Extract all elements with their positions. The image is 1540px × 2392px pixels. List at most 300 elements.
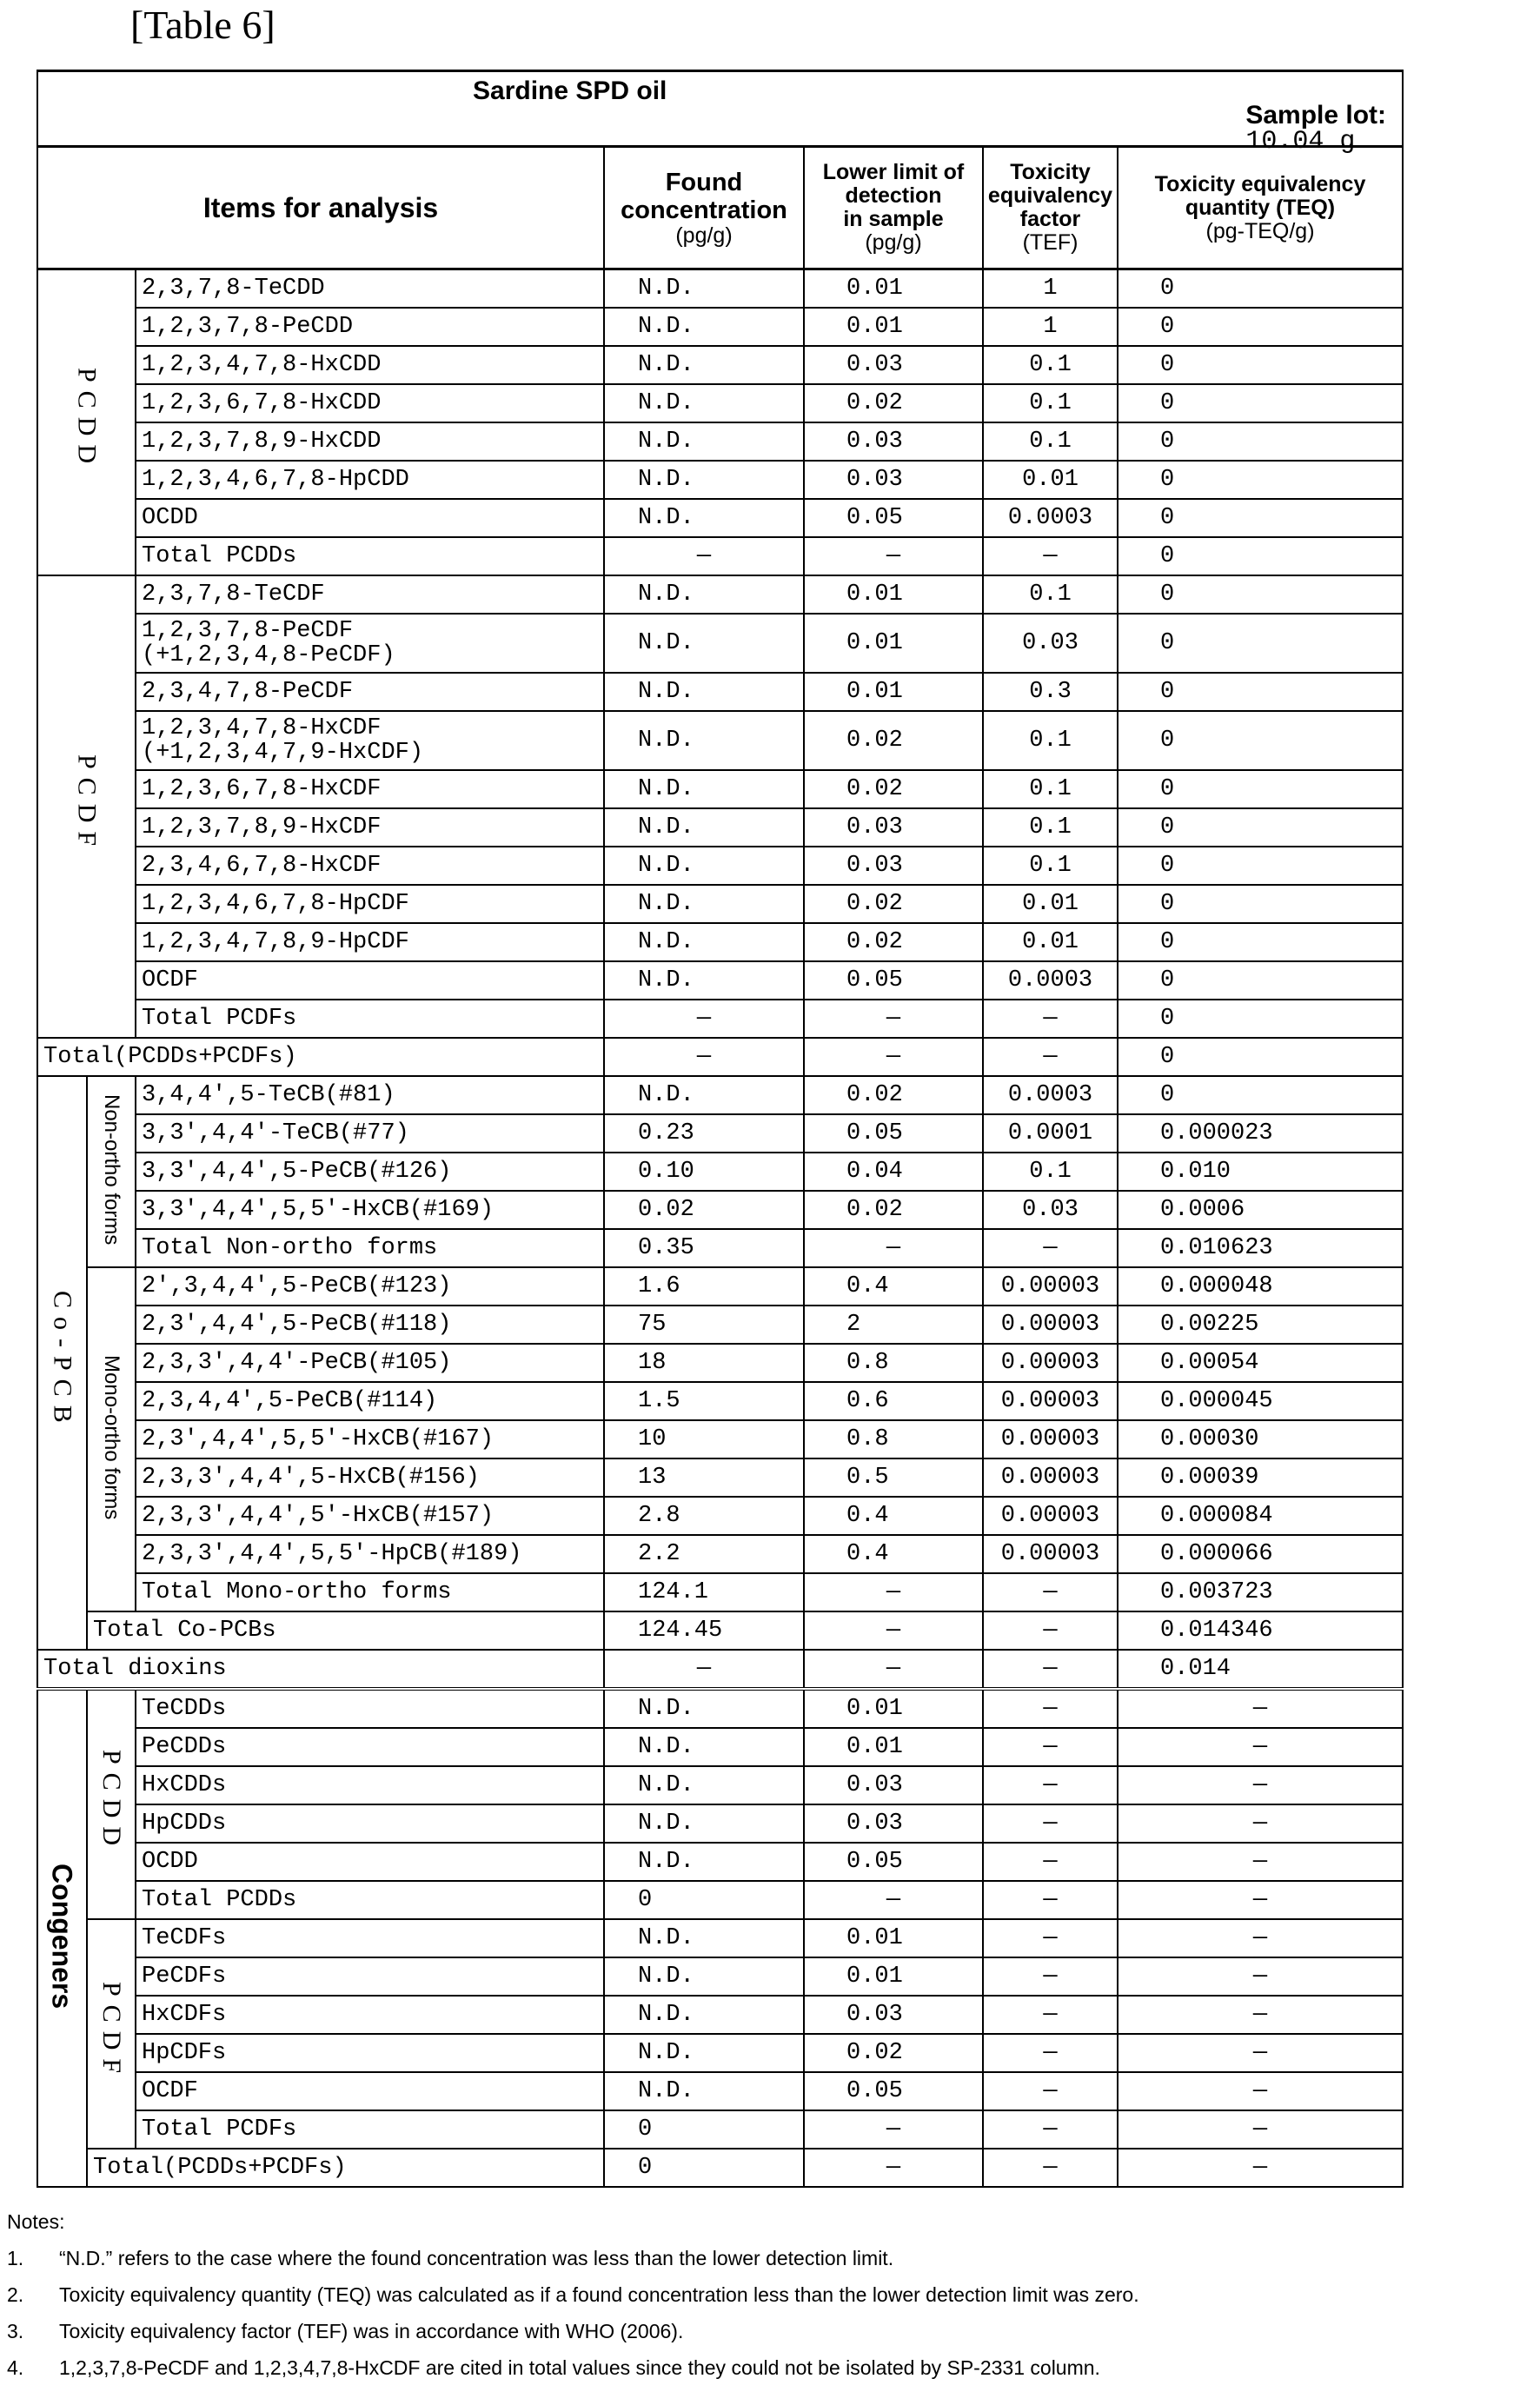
- notes: [7, 2203, 1139, 2386]
- item-name: 2,3,4,4',5-PeCB(#114): [136, 1382, 604, 1420]
- tef-value: 0.1: [983, 770, 1118, 808]
- detection-limit: 0.02: [804, 885, 983, 923]
- sample-lot: [1245, 79, 1386, 154]
- item-name: HpCDDs: [136, 1804, 604, 1843]
- item-name: HpCDFs: [136, 2034, 604, 2072]
- header-teq-label: Toxicity equivalency quantity (TEQ): [1118, 173, 1402, 220]
- subgroup-mono-ortho: [87, 1267, 136, 1611]
- table-row: [37, 499, 1403, 537]
- teq-value: —: [1118, 1766, 1403, 1804]
- table-row: [37, 2110, 1403, 2149]
- item-name: Total(PCDDs+PCDFs): [37, 1038, 604, 1076]
- teq-value: 0.000084: [1118, 1497, 1403, 1535]
- detection-limit: 0.4: [804, 1267, 983, 1306]
- item-name: 1,2,3,7,8-PeCDD: [136, 308, 604, 346]
- detection-limit: 0.01: [804, 1689, 983, 1728]
- table-row: [37, 1038, 1403, 1076]
- tef-value: 0.1: [983, 711, 1118, 770]
- tef-value: 1: [983, 308, 1118, 346]
- tef-value: —: [983, 2149, 1118, 2187]
- found-concentration: N.D.: [604, 847, 804, 885]
- item-name: 3,3',4,4',5,5'-HxCB(#169): [136, 1191, 604, 1229]
- table-row: [37, 461, 1403, 499]
- found-concentration: N.D.: [604, 499, 804, 537]
- note-number: 2.: [7, 2276, 59, 2313]
- teq-value: 0.00039: [1118, 1458, 1403, 1497]
- tef-value: 0.0003: [983, 499, 1118, 537]
- found-concentration: N.D.: [604, 923, 804, 961]
- tef-value: 0.03: [983, 614, 1118, 673]
- table-row: [37, 2072, 1403, 2110]
- tef-value: —: [983, 2072, 1118, 2110]
- group-pcdd-label: PCDD: [75, 368, 99, 472]
- header-lod-unit: (pg/g): [805, 231, 982, 255]
- item-name: PeCDDs: [136, 1728, 604, 1766]
- table-row: [37, 711, 1403, 770]
- subgroup-non-ortho: [87, 1076, 136, 1267]
- found-concentration: N.D.: [604, 1804, 804, 1843]
- detection-limit: —: [804, 1611, 983, 1650]
- found-concentration: N.D.: [604, 808, 804, 847]
- item-name: Total dioxins: [37, 1650, 604, 1689]
- teq-value: —: [1118, 2149, 1403, 2187]
- item-name: Total PCDDs: [136, 1881, 604, 1919]
- teq-value: 0: [1118, 461, 1403, 499]
- table-row: [37, 1420, 1403, 1458]
- title-row: [37, 71, 1403, 147]
- detection-limit: 2: [804, 1306, 983, 1344]
- detection-limit: 0.02: [804, 1191, 983, 1229]
- tef-value: —: [983, 1881, 1118, 1919]
- teq-value: —: [1118, 1843, 1403, 1881]
- found-concentration: 0: [604, 2149, 804, 2187]
- tef-value: —: [983, 1996, 1118, 2034]
- item-name: 1,2,3,4,7,8-HxCDD: [136, 346, 604, 384]
- teq-value: 0: [1118, 711, 1403, 770]
- header-teq: [1118, 147, 1403, 269]
- header-lod-label: Lower limit of detection in sample: [805, 161, 982, 231]
- found-concentration: 18: [604, 1344, 804, 1382]
- table-row: [37, 575, 1403, 614]
- detection-limit: 0.03: [804, 847, 983, 885]
- teq-value: 0: [1118, 673, 1403, 711]
- tef-value: 0.00003: [983, 1382, 1118, 1420]
- found-concentration: 0: [604, 1881, 804, 1919]
- tef-value: 0.1: [983, 384, 1118, 422]
- teq-value: 0: [1118, 1038, 1403, 1076]
- table-row: [37, 422, 1403, 461]
- table-row: [37, 1650, 1403, 1689]
- teq-value: 0: [1118, 961, 1403, 1000]
- table-title: Sardine SPD oil: [473, 79, 667, 103]
- found-concentration: N.D.: [604, 1766, 804, 1804]
- item-name: 3,4,4',5-TeCB(#81): [136, 1076, 604, 1114]
- teq-value: 0: [1118, 269, 1403, 309]
- table-row: [37, 1229, 1403, 1267]
- item-name: TeCDDs: [136, 1689, 604, 1728]
- detection-limit: —: [804, 1038, 983, 1076]
- detection-limit: 0.01: [804, 308, 983, 346]
- tef-value: 0.1: [983, 422, 1118, 461]
- detection-limit: 0.02: [804, 2034, 983, 2072]
- table-row: [37, 2149, 1403, 2187]
- item-name: 1,2,3,7,8,9-HxCDD: [136, 422, 604, 461]
- teq-value: 0.000066: [1118, 1535, 1403, 1573]
- note-item: [7, 2276, 1139, 2313]
- table-row: [37, 1344, 1403, 1382]
- item-name: TeCDFs: [136, 1919, 604, 1957]
- header-found-label: Found concentration: [605, 169, 803, 224]
- teq-value: 0.00225: [1118, 1306, 1403, 1344]
- table-row: [37, 1957, 1403, 1996]
- teq-value: —: [1118, 2110, 1403, 2149]
- found-concentration: N.D.: [604, 1957, 804, 1996]
- table-row: [37, 384, 1403, 422]
- group-pcdd: [37, 269, 136, 576]
- teq-value: 0: [1118, 308, 1403, 346]
- detection-limit: 0.05: [804, 961, 983, 1000]
- found-concentration: 0.10: [604, 1153, 804, 1191]
- header-found: [604, 147, 804, 269]
- subgroup-non-ortho-label: Non-ortho forms: [99, 1094, 123, 1245]
- teq-value: 0.010: [1118, 1153, 1403, 1191]
- found-concentration: —: [604, 1000, 804, 1038]
- item-name: 2,3,3',4,4'-PeCB(#105): [136, 1344, 604, 1382]
- table-row: [37, 1000, 1403, 1038]
- header-found-unit: (pg/g): [605, 224, 803, 248]
- found-concentration: —: [604, 1650, 804, 1689]
- teq-value: 0: [1118, 923, 1403, 961]
- table-row: [37, 1573, 1403, 1611]
- table-row: [37, 269, 1403, 309]
- teq-value: 0.010623: [1118, 1229, 1403, 1267]
- detection-limit: 0.02: [804, 923, 983, 961]
- teq-value: —: [1118, 1919, 1403, 1957]
- column-header-row: [37, 147, 1403, 269]
- teq-value: 0: [1118, 808, 1403, 847]
- table-row: [37, 1535, 1403, 1573]
- teq-value: 0.000045: [1118, 1382, 1403, 1420]
- teq-value: 0: [1118, 537, 1403, 575]
- detection-limit: 0.03: [804, 808, 983, 847]
- table-row: [37, 1919, 1403, 1957]
- found-concentration: —: [604, 537, 804, 575]
- found-concentration: 1.6: [604, 1267, 804, 1306]
- tef-value: —: [983, 1611, 1118, 1650]
- found-concentration: 124.45: [604, 1611, 804, 1650]
- note-number: 4.: [7, 2349, 59, 2386]
- teq-value: 0: [1118, 770, 1403, 808]
- table-row: [37, 961, 1403, 1000]
- found-concentration: 75: [604, 1306, 804, 1344]
- detection-limit: 0.02: [804, 384, 983, 422]
- item-name: 2',3,4,4',5-PeCB(#123): [136, 1267, 604, 1306]
- table-row: [37, 1497, 1403, 1535]
- table-row: [37, 346, 1403, 384]
- item-name: 2,3',4,4',5,5'-HxCB(#167): [136, 1420, 604, 1458]
- item-name: OCDF: [136, 961, 604, 1000]
- found-concentration: N.D.: [604, 2034, 804, 2072]
- detection-limit: 0.05: [804, 499, 983, 537]
- subgroup-congener-pcdf: [87, 1919, 136, 2149]
- note-text: Toxicity equivalency quantity (TEQ) was calculated as if a found concentration less than the lower detection limit was zero.: [59, 2283, 1139, 2306]
- found-concentration: 0: [604, 2110, 804, 2149]
- detection-limit: 0.8: [804, 1344, 983, 1382]
- teq-value: —: [1118, 2072, 1403, 2110]
- table-row: [37, 847, 1403, 885]
- found-concentration: N.D.: [604, 575, 804, 614]
- table-row: [37, 1153, 1403, 1191]
- table-row: [37, 1114, 1403, 1153]
- detection-limit: 0.03: [804, 1766, 983, 1804]
- note-item: [7, 2240, 1139, 2276]
- detection-limit: 0.02: [804, 770, 983, 808]
- item-name: HxCDDs: [136, 1766, 604, 1804]
- table-row: [37, 1881, 1403, 1919]
- detection-limit: 0.02: [804, 1076, 983, 1114]
- tef-value: 0.1: [983, 808, 1118, 847]
- tef-value: 1: [983, 269, 1118, 309]
- item-name: OCDD: [136, 499, 604, 537]
- found-concentration: N.D.: [604, 770, 804, 808]
- tef-value: —: [983, 1689, 1118, 1728]
- table-caption: [Table 6]: [130, 2, 275, 48]
- tef-value: 0.0001: [983, 1114, 1118, 1153]
- teq-value: 0: [1118, 885, 1403, 923]
- detection-limit: —: [804, 1229, 983, 1267]
- sample-lot-value: 10.04 g: [1245, 127, 1355, 156]
- item-name: 1,2,3,7,8,9-HxCDF: [136, 808, 604, 847]
- item-name: 2,3,7,8-TeCDD: [136, 269, 604, 309]
- tef-value: —: [983, 1650, 1118, 1689]
- tef-value: —: [983, 1000, 1118, 1038]
- detection-limit: 0.01: [804, 614, 983, 673]
- group-pcdf-label: PCDF: [75, 754, 99, 854]
- table-row: [37, 1996, 1403, 2034]
- table-row: [37, 1076, 1403, 1114]
- table-row: [37, 1267, 1403, 1306]
- found-concentration: N.D.: [604, 614, 804, 673]
- tef-value: —: [983, 1766, 1118, 1804]
- teq-value: —: [1118, 1957, 1403, 1996]
- teq-value: 0: [1118, 384, 1403, 422]
- tef-value: —: [983, 1573, 1118, 1611]
- subgroup-congener-pcdd: [87, 1689, 136, 1919]
- detection-limit: 0.05: [804, 1114, 983, 1153]
- detection-limit: —: [804, 2149, 983, 2187]
- subgroup-congener-pcdf-label: PCDF: [99, 1982, 123, 2082]
- found-concentration: N.D.: [604, 422, 804, 461]
- table-row: [37, 2034, 1403, 2072]
- tef-value: —: [983, 1229, 1118, 1267]
- found-concentration: N.D.: [604, 1728, 804, 1766]
- tef-value: 0.00003: [983, 1306, 1118, 1344]
- item-name: 1,2,3,6,7,8-HxCDF: [136, 770, 604, 808]
- table-row: [37, 1306, 1403, 1344]
- teq-value: 0.00030: [1118, 1420, 1403, 1458]
- teq-value: 0: [1118, 1000, 1403, 1038]
- note-item: [7, 2349, 1139, 2386]
- item-name: 1,2,3,4,6,7,8-HpCDF: [136, 885, 604, 923]
- header-teq-unit: (pg-TEQ/g): [1118, 220, 1402, 243]
- item-name: 1,2,3,4,6,7,8-HpCDD: [136, 461, 604, 499]
- header-tef-label: Toxicity equivalency factor: [984, 161, 1117, 231]
- detection-limit: 0.01: [804, 269, 983, 309]
- table-row: [37, 885, 1403, 923]
- tef-value: —: [983, 1957, 1118, 1996]
- item-name: 1,2,3,4,7,8,9-HpCDF: [136, 923, 604, 961]
- tef-value: 0.00003: [983, 1458, 1118, 1497]
- detection-limit: 0.03: [804, 1996, 983, 2034]
- found-concentration: N.D.: [604, 384, 804, 422]
- sample-lot-label: Sample lot:: [1245, 101, 1386, 130]
- detection-limit: 0.01: [804, 1919, 983, 1957]
- table-row: [37, 673, 1403, 711]
- found-concentration: N.D.: [604, 269, 804, 309]
- found-concentration: N.D.: [604, 1076, 804, 1114]
- tef-value: 0.1: [983, 575, 1118, 614]
- note-text: 1,2,3,7,8-PeCDF and 1,2,3,4,7,8-HxCDF are cited in total values since they could not be isolated by SP-2331 column.: [59, 2356, 1100, 2379]
- tef-value: —: [983, 1843, 1118, 1881]
- tef-value: —: [983, 1038, 1118, 1076]
- teq-value: 0: [1118, 614, 1403, 673]
- analysis-table: [37, 70, 1404, 2188]
- found-concentration: N.D.: [604, 673, 804, 711]
- tef-value: 0.1: [983, 847, 1118, 885]
- note-number: 3.: [7, 2313, 59, 2349]
- item-name: 2,3,3',4,4',5,5'-HpCB(#189): [136, 1535, 604, 1573]
- found-concentration: 13: [604, 1458, 804, 1497]
- teq-value: 0.003723: [1118, 1573, 1403, 1611]
- teq-value: —: [1118, 1728, 1403, 1766]
- tef-value: —: [983, 1728, 1118, 1766]
- group-congeners-label: Congeners: [50, 1864, 75, 2009]
- detection-limit: 0.03: [804, 346, 983, 384]
- found-concentration: N.D.: [604, 461, 804, 499]
- table-row: [37, 614, 1403, 673]
- item-name: 1,2,3,4,7,8-HxCDF (+1,2,3,4,7,9-HxCDF): [136, 711, 604, 770]
- tef-value: —: [983, 2110, 1118, 2149]
- detection-limit: —: [804, 1881, 983, 1919]
- tef-value: 0.0003: [983, 961, 1118, 1000]
- item-name: OCDF: [136, 2072, 604, 2110]
- detection-limit: 0.05: [804, 2072, 983, 2110]
- detection-limit: 0.4: [804, 1497, 983, 1535]
- detection-limit: —: [804, 2110, 983, 2149]
- found-concentration: N.D.: [604, 308, 804, 346]
- found-concentration: 2.2: [604, 1535, 804, 1573]
- item-name: Total PCDFs: [136, 1000, 604, 1038]
- found-concentration: N.D.: [604, 346, 804, 384]
- item-name: 3,3',4,4'-TeCB(#77): [136, 1114, 604, 1153]
- tef-value: 0.3: [983, 673, 1118, 711]
- detection-limit: 0.03: [804, 422, 983, 461]
- teq-value: 0.000023: [1118, 1114, 1403, 1153]
- teq-value: 0.000048: [1118, 1267, 1403, 1306]
- teq-value: 0.014346: [1118, 1611, 1403, 1650]
- detection-limit: 0.01: [804, 575, 983, 614]
- item-name: 2,3,3',4,4',5-HxCB(#156): [136, 1458, 604, 1497]
- found-concentration: —: [604, 1038, 804, 1076]
- header-lod: [804, 147, 983, 269]
- item-name: HxCDFs: [136, 1996, 604, 2034]
- detection-limit: 0.05: [804, 1843, 983, 1881]
- detection-limit: 0.6: [804, 1382, 983, 1420]
- table-row: [37, 1843, 1403, 1881]
- detection-limit: 0.03: [804, 461, 983, 499]
- found-concentration: N.D.: [604, 1919, 804, 1957]
- detection-limit: —: [804, 1650, 983, 1689]
- table-row: [37, 308, 1403, 346]
- tef-value: 0.1: [983, 346, 1118, 384]
- detection-limit: 0.04: [804, 1153, 983, 1191]
- item-name: OCDD: [136, 1843, 604, 1881]
- found-concentration: N.D.: [604, 711, 804, 770]
- teq-value: —: [1118, 1996, 1403, 2034]
- found-concentration: 0.02: [604, 1191, 804, 1229]
- found-concentration: 124.1: [604, 1573, 804, 1611]
- group-pcdf: [37, 575, 136, 1038]
- teq-value: 0.014: [1118, 1650, 1403, 1689]
- found-concentration: N.D.: [604, 961, 804, 1000]
- tef-value: 0.00003: [983, 1535, 1118, 1573]
- tef-value: 0.00003: [983, 1344, 1118, 1382]
- table-row: [37, 808, 1403, 847]
- table-row: [37, 1804, 1403, 1843]
- detection-limit: —: [804, 1573, 983, 1611]
- teq-value: 0: [1118, 847, 1403, 885]
- table-row: [37, 1728, 1403, 1766]
- detection-limit: 0.03: [804, 1804, 983, 1843]
- found-concentration: N.D.: [604, 1996, 804, 2034]
- note-number: 1.: [7, 2240, 59, 2276]
- table-row: [37, 1689, 1403, 1728]
- notes-title: Notes:: [7, 2203, 1139, 2240]
- detection-limit: —: [804, 1000, 983, 1038]
- table-row: [37, 770, 1403, 808]
- table-row: [37, 1382, 1403, 1420]
- item-name: 2,3,7,8-TeCDF: [136, 575, 604, 614]
- found-concentration: 2.8: [604, 1497, 804, 1535]
- group-co-pcb: [37, 1076, 87, 1650]
- detection-limit: —: [804, 537, 983, 575]
- table-row: [37, 1458, 1403, 1497]
- teq-value: 0: [1118, 499, 1403, 537]
- found-concentration: 0.23: [604, 1114, 804, 1153]
- item-name: 2,3,4,6,7,8-HxCDF: [136, 847, 604, 885]
- teq-value: —: [1118, 2034, 1403, 2072]
- item-name: 2,3,3',4,4',5'-HxCB(#157): [136, 1497, 604, 1535]
- note-text: “N.D.” refers to the case where the found concentration was less than the lower detection limit.: [59, 2247, 893, 2269]
- table-row: [37, 923, 1403, 961]
- found-concentration: 0.35: [604, 1229, 804, 1267]
- teq-value: —: [1118, 1881, 1403, 1919]
- found-concentration: N.D.: [604, 1843, 804, 1881]
- item-name: Total Co-PCBs: [87, 1611, 604, 1650]
- item-name: 3,3',4,4',5-PeCB(#126): [136, 1153, 604, 1191]
- teq-value: 0: [1118, 1076, 1403, 1114]
- table-row: [37, 1191, 1403, 1229]
- teq-value: 0: [1118, 575, 1403, 614]
- detection-limit: 0.01: [804, 673, 983, 711]
- subgroup-mono-ortho-label: Mono-ortho forms: [99, 1355, 123, 1519]
- tef-value: —: [983, 1919, 1118, 1957]
- tef-value: 0.03: [983, 1191, 1118, 1229]
- item-name: 2,3',4,4',5-PeCB(#118): [136, 1306, 604, 1344]
- tef-value: —: [983, 1804, 1118, 1843]
- tef-value: 0.00003: [983, 1497, 1118, 1535]
- item-name: 2,3,4,7,8-PeCDF: [136, 673, 604, 711]
